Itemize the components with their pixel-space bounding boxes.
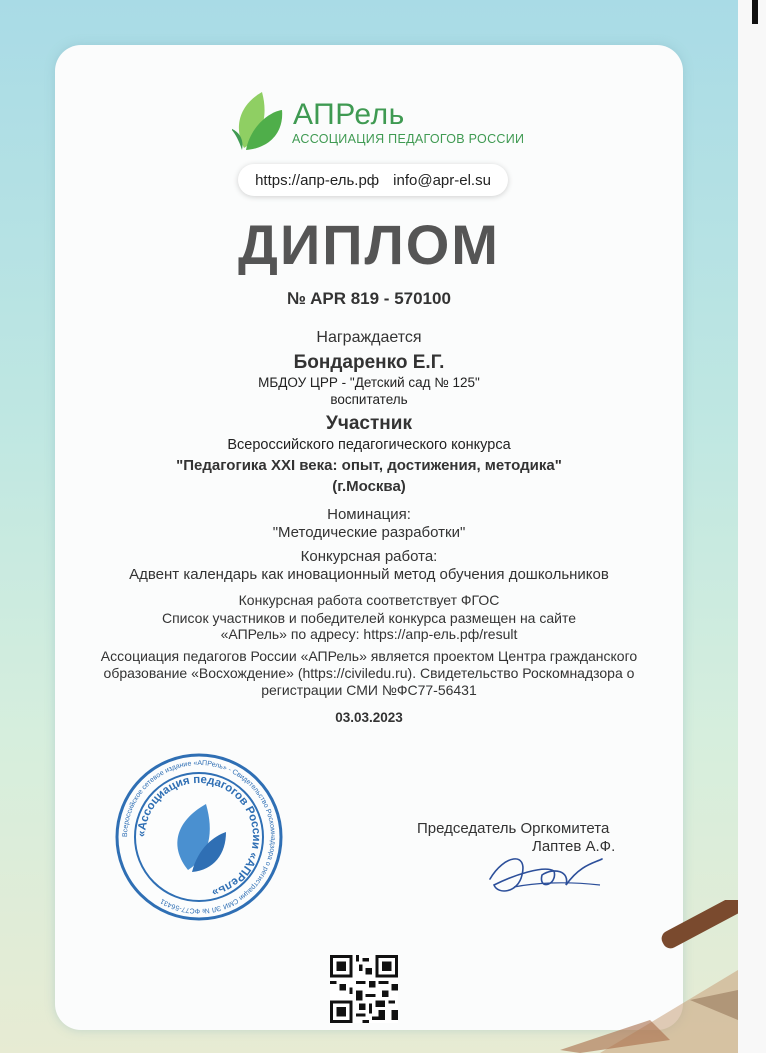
qr-code-icon <box>330 955 398 1023</box>
website-link[interactable]: https://апр-ель.рф <box>255 171 380 189</box>
diploma-number: № APR 819 - 570100 <box>287 289 451 308</box>
chairman-title: Председатель Оргкомитета <box>417 820 610 837</box>
seal-inner-text: «Ассоциация педагогов России «АПРель» <box>135 773 263 899</box>
nomination-value: "Методические разработки" <box>272 524 466 541</box>
association-note-line: регистрации СМИ №ФС77-56431 <box>261 682 477 698</box>
results-link-line: «АПРель» по адресу: https://апр-ель.рф/result <box>220 626 518 642</box>
recipient-position: воспитатель <box>330 392 408 407</box>
scan-margin <box>738 0 766 1053</box>
awarded-label: Награждается <box>316 329 422 346</box>
signature-mark <box>484 845 609 905</box>
nomination-label: Номинация: <box>327 506 411 523</box>
seal-outer-text: Всероссийское сетевое издание «АПРель» - Свидетельство Роскомнадзора о регистрации СМИ ЭЛ № ФС77-56431 <box>121 759 277 915</box>
work-title: Адвент календарь как иновационный метод обучения дошкольников <box>129 566 609 583</box>
decorative-pen-image <box>540 900 738 1053</box>
fgos-note: Конкурсная работа соответствует ФГОС <box>238 592 500 608</box>
issue-date: 03.03.2023 <box>335 710 403 725</box>
chairman-name: Лаптев А.Ф. <box>532 838 616 855</box>
work-label: Конкурсная работа: <box>300 548 438 565</box>
logo-subtitle: АССОЦИАЦИЯ ПЕДАГОГОВ РОССИИ <box>292 132 525 146</box>
participant-status: Участник <box>326 413 412 434</box>
results-note-line: Список участников и победителей конкурса размещен на сайте <box>161 610 576 626</box>
logo-title: АПРель <box>293 98 405 131</box>
recipient-organization: МБДОУ ЦРР - "Детский сад № 125" <box>258 375 480 390</box>
recipient-name: Бондаренко Е.Г. <box>293 352 445 373</box>
contest-city: (г.Москва) <box>332 478 406 495</box>
contacts-bar <box>238 164 508 196</box>
email-link[interactable]: info@apr-el.su <box>393 171 491 189</box>
contest-name: "Педагогика XXI века: опыт, достижения, методика" <box>176 457 562 474</box>
diploma-title: ДИПЛОМ <box>238 213 500 276</box>
scan-mark <box>752 0 758 24</box>
contest-type: Всероссийского педагогического конкурса <box>227 437 511 453</box>
seal-stamp <box>114 752 284 922</box>
association-note-line: образование «Восхождение» (https://civiledu.ru). Свидетельство Роскомнадзора о <box>103 665 635 681</box>
association-note-line: Ассоциация педагогов России «АПРель» является проектом Центра гражданского <box>100 648 638 664</box>
